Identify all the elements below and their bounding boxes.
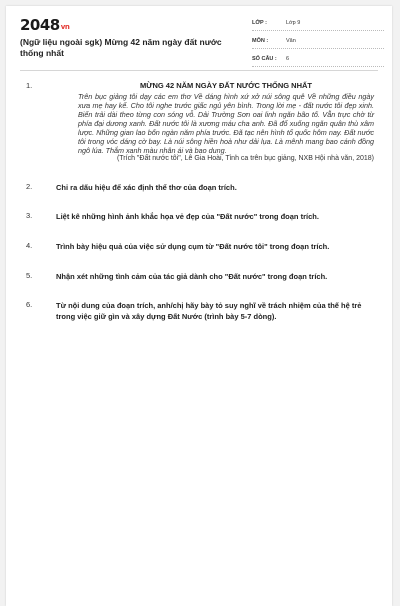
question-number: 2.: [26, 182, 33, 191]
logo-text: 2048: [20, 16, 60, 34]
meta-row-subject: [252, 34, 384, 49]
question-number: 6.: [26, 300, 33, 309]
site-logo[interactable]: [20, 16, 69, 34]
question-number: 1.: [26, 81, 33, 90]
question-number: 3.: [26, 211, 33, 220]
question-text: Trình bày hiệu quả của việc sử dụng cụm từ "Đất nước tôi" trong đoạn trích.: [56, 242, 330, 251]
passage-source: (Trích "Đất nước tôi", Lê Gia Hoài, Tỉnh ca trên bục giảng, NXB Hội nhà văn, 2018): [116, 155, 374, 162]
meta-value: Văn: [286, 38, 296, 44]
document-page: [6, 6, 392, 606]
question-text: Liệt kê những hình ảnh khắc họa vẻ đẹp của "Đất nước" trong đoạn trích.: [56, 212, 319, 221]
question-text: Từ nội dung của đoạn trích, anh/chị hãy bày tỏ suy nghĩ về trách nhiệm của thế hệ trẻ trong việc giữ gìn và xây dựng Đất Nước (trình bày 5-7 dòng).: [56, 301, 362, 321]
logo-suffix: vn: [60, 23, 70, 31]
meta-value: 6: [286, 56, 290, 62]
meta-row-question-count: [252, 52, 384, 67]
question-number: 5.: [26, 271, 33, 280]
passage-block: [78, 81, 374, 162]
document-header: [6, 6, 392, 68]
document-title: (Ngữ liệu ngoài sgk) Mừng 42 năm ngày đất nước thống nhất: [20, 37, 222, 58]
question-text: Nhận xét những tình cảm của tác giả dành cho "Đất nước" trong đoạn trích.: [56, 272, 328, 281]
question-number: 4.: [26, 241, 33, 250]
meta-label: SỐ CÂU :: [252, 56, 277, 62]
header-divider: [20, 70, 378, 71]
meta-label: LỚP :: [252, 20, 267, 26]
question-text: Chỉ ra dấu hiệu để xác định thể thơ của đoạn trích.: [56, 183, 237, 192]
meta-value: Lớp 9: [286, 20, 301, 26]
meta-row-class: [252, 16, 384, 31]
passage-body: Trên bục giảng tôi dạy các em thơ Về dáng hình xứ xở núi sông quê Về những điều ngày xưa mẹ hay kể. Cho tôi nghe trước giấc ngủ yên bình. Trong lời mẹ - đất nước tôi đẹp xinh. Biển trải dài theo từng con sóng vỗ. Dải Trường Sơn oai linh ngăn bão tố. Vẫn trực chờ từ phía đại dương xanh. Đất nước tôi là xương máu cha anh. Đã đổ xuống ngăn quân thù xâm lược. Những gian lao bốn ngàn năm phía trước. Đã tạc nên hình tổ quốc hôm nay. Đất nước tôi trong vóc dáng cờ bay. Là núi sông hiền hoà như dải lụa. Là mênh mang bao cánh đồng ngô lúa. Thắm xanh màu nhân ái và bao dung.: [78, 92, 374, 155]
passage-heading: MỪNG 42 NĂM NGÀY ĐẤT NƯỚC THỐNG NHẤT: [139, 81, 313, 90]
meta-panel: [252, 16, 384, 70]
meta-label: MÔN :: [252, 38, 269, 44]
